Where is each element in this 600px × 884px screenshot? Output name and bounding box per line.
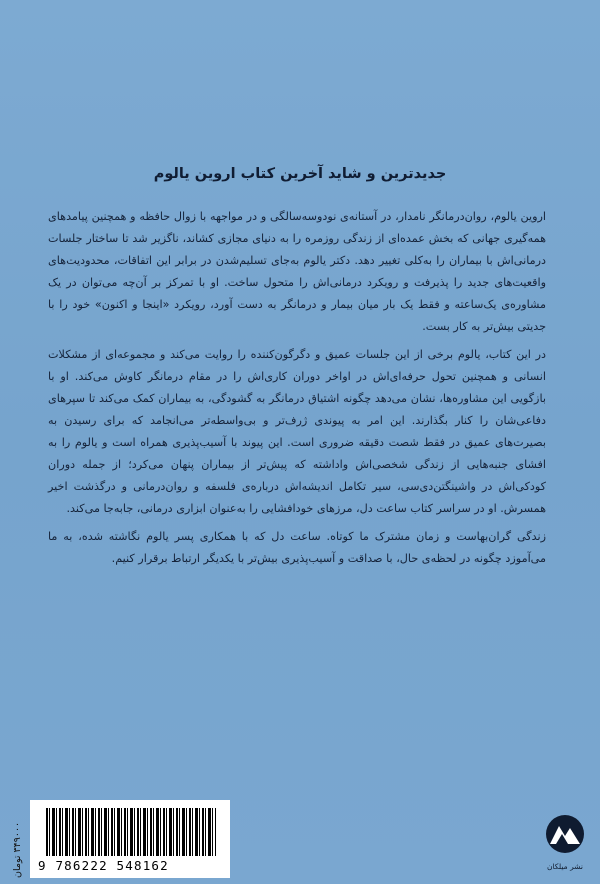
publisher-name: نشر میلکان	[547, 862, 583, 871]
barcode-icon	[46, 808, 216, 856]
blurb-paragraph-3: زندگی گران‌بهاست و زمان مشترک ما کوتاه. ساعت دل که با همکاری پسر یالوم نگاشته شده، به ما می‌آموزد چگونه در لحظه‌ی حال، با صداقت و آسیب‌پذیری بیش‌تر با یکدیگر ارتباط برقرار کنیم.	[48, 530, 546, 565]
isbn-barcode	[30, 800, 230, 878]
blurb-paragraph-2: در این کتاب، یالوم برخی از این جلسات عمیق و دگرگون‌کننده را روایت می‌کند و مجموعه‌ای از مشکلات انسانی و همچنین تحول حرفه‌ای‌اش در اواخر دوران کاری‌اش را در مقام درمانگر کاوش می‌کند. او با بازگویی این مشاوره‌ها، نشان می‌دهد چگونه اشتیاق درمانگر به گشودگی، به بیماران کمک می‌کند تا سپرهای دفاعی‌شان را کنار بگذارند. این امر به پیوندی ژرف‌تر و بی‌واسطه‌تر می‌انجامد که برای رسیدن به بصیرت‌های عمیق در فقط شصت دقیقه ضروری است. این پیوند با آسیب‌پذیری همراه است و یالوم را به افشای جنبه‌هایی از زندگی شخصی‌اش واداشته که پیش‌تر از بیماران پنهان می‌کرد؛ از جمله دوران کودکی‌اش در واشینگتن‌دی‌سی، سیر تکامل اندیشه‌اش درباره‌ی فلسفه و روان‌درمانی و درگذشت اخیر همسرش. او در سراسر کتاب ساعت دل، مرزهای خودافشایی را به‌عنوان ابزاری درمانی، جابه‌جا می‌کند.	[48, 348, 546, 515]
blurb-paragraph-1: اروین یالوم، روان‌درمانگر نامدار، در آستانه‌ی نودوسه‌سالگی و در مواجهه با زوال حافظه و همچنین پیامدهای همه‌گیری جهانی که بخش عمده‌ای از زندگی روزمره را به دنیای مجازی کشاند، ناگزیر شد تا ساختار جلسات درمانی‌اش با بیماران را به‌کلی تغییر دهد. دکتر یالوم به‌جای تسلیم‌شدن در برابر این اتفاقات، محدودیت‌های واقعیت‌های جدید را پذیرفت و رویکرد درمانی‌اش را متحول ساخت. او با تمرکز بر آن‌چه می‌توان در یک مشاوره‌ی یک‌ساعته و فقط یک بار میان بیمار و درمانگر به دست آورد، رویکرد «اینجا و اکنون» خود را با جدیتی بیش‌تر به کار بست.	[48, 210, 546, 333]
mountains-circle-icon	[544, 812, 586, 860]
price-label-wrap	[10, 800, 28, 880]
publisher-logo	[544, 812, 586, 876]
blurb-body	[48, 206, 546, 576]
isbn-number: 9 786222 548162	[38, 858, 169, 873]
price-label: ۳۴۹۰۰۰ تومان	[12, 821, 23, 878]
blurb-title: جدیدترین و شاید آخرین کتاب اروین یالوم	[153, 166, 447, 182]
